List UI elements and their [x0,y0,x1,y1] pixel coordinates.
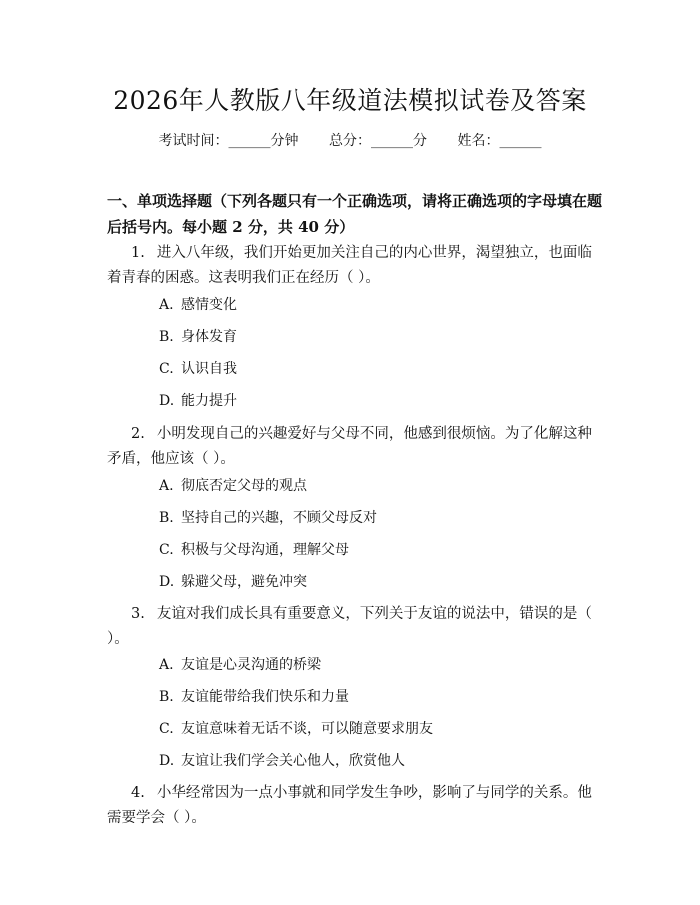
question-number: 3. [131,606,145,622]
question-3 [107,602,604,652]
exam-time-field: 考试时间：______分钟 [158,133,299,149]
option-text: 积极与父母沟通，理解父母 [181,542,349,558]
option-1b [159,327,237,347]
option-3d [159,751,405,771]
option-letter: C. [159,361,174,377]
student-name-field: 姓名：______ [457,133,542,149]
option-1d [159,391,237,411]
total-score-field: 总分：______分 [329,133,427,149]
page-title: 2026年人教版八年级道法模拟试卷及答案 [113,86,587,115]
section-heading: 一、单项选择题（下列各题只有一个正确选项，请将正确选项的字母填在题后括号内。每小题 2 分，共 40 分） [107,192,603,236]
option-text: 躲避父母，避免冲突 [181,574,307,590]
question-4 [107,781,604,831]
exam-meta [0,131,700,151]
option-letter: A. [159,297,174,313]
question-stem: 小华经常因为一点小事就和同学发生争吵，影响了与同学的关系。他需要学会（ ）。 [107,785,592,826]
option-1a [159,295,237,315]
option-2a [159,476,307,496]
option-text: 能力提升 [181,393,237,409]
option-letter: D. [159,393,175,409]
option-text: 友谊能带给我们快乐和力量 [181,689,349,705]
option-3c [159,719,433,739]
question-number: 1. [131,245,145,261]
option-text: 友谊意味着无话不谈，可以随意要求朋友 [181,721,433,737]
question-stem: 小明发现自己的兴趣爱好与父母不同，他感到很烦恼。为了化解这种矛盾，他应该（ ）。 [107,426,592,467]
option-letter: A. [159,478,174,494]
option-letter: B. [159,329,174,345]
question-1 [107,241,604,291]
option-letter: D. [159,753,175,769]
option-letter: B. [159,510,174,526]
question-2 [107,422,604,472]
option-2c [159,540,349,560]
option-letter: C. [159,721,174,737]
option-3a [159,655,321,675]
option-letter: D. [159,574,175,590]
option-text: 友谊让我们学会关心他人，欣赏他人 [181,753,405,769]
option-text: 彻底否定父母的观点 [181,478,307,494]
option-text: 身体发育 [181,329,237,345]
option-text: 认识自我 [181,361,237,377]
option-letter: B. [159,689,174,705]
question-number: 2. [131,426,145,442]
question-number: 4. [131,785,145,801]
question-stem: 友谊对我们成长具有重要意义，下列关于友谊的说法中，错误的是（ ）。 [107,606,592,647]
option-letter: A. [159,657,174,673]
option-text: 友谊是心灵沟通的桥梁 [181,657,321,673]
option-letter: C. [159,542,174,558]
option-2b [159,508,377,528]
option-text: 感情变化 [181,297,237,313]
option-1c [159,359,237,379]
question-stem: 进入八年级，我们开始更加关注自己的内心世界，渴望独立，也面临着青春的困惑。这表明我们正在经历（ ）。 [107,245,592,286]
option-2d [159,572,307,592]
option-text: 坚持自己的兴趣，不顾父母反对 [181,510,377,526]
option-3b [159,687,349,707]
